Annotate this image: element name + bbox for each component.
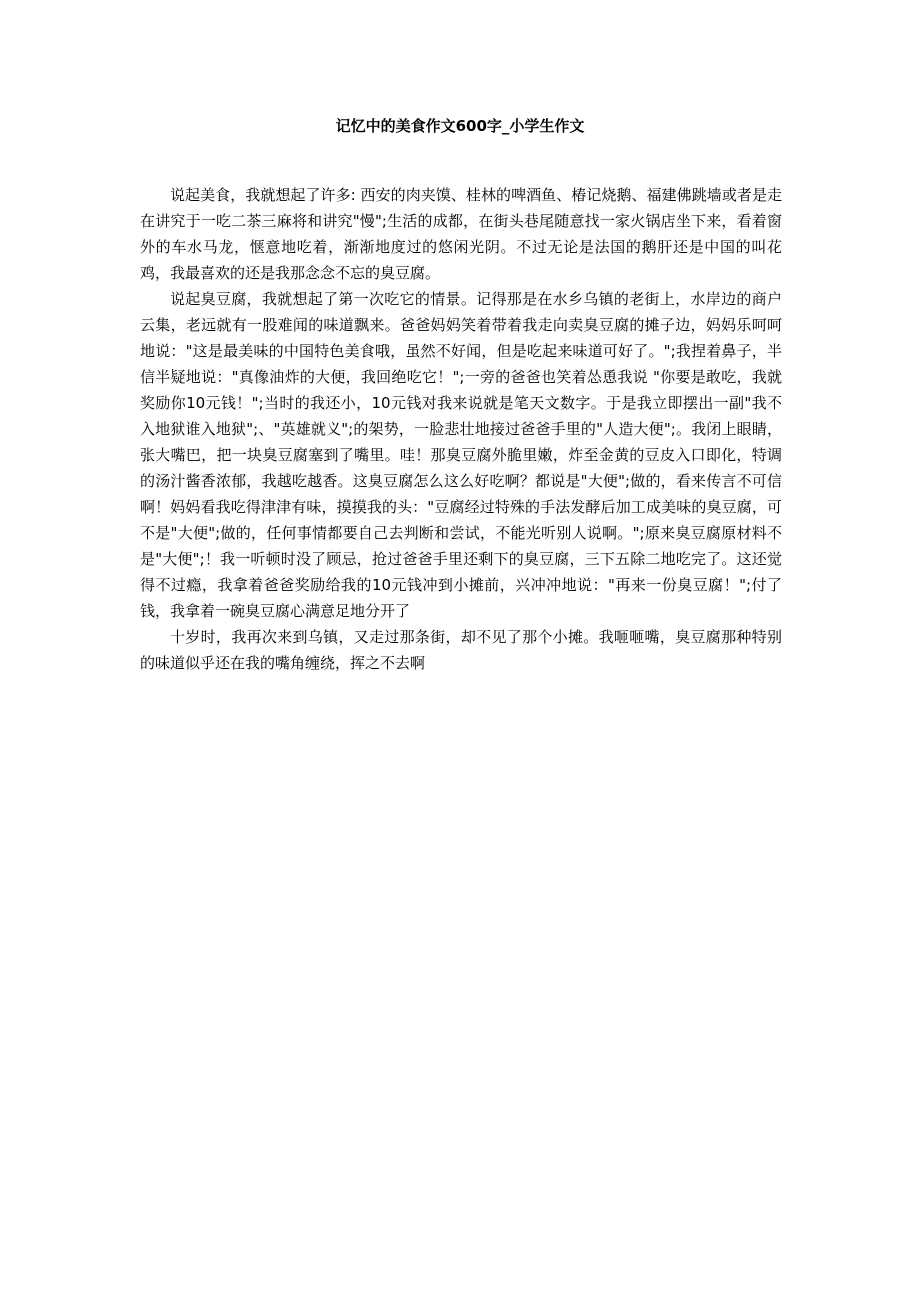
- document-title: 记忆中的美食作文600字_小学生作文: [335, 117, 585, 135]
- paragraph-2: 说起臭豆腐，我就想起了第一次吃它的情景。记得那是在水乡乌镇的老街上，水岸边的商户云集，老远就有一股难闻的味道飘来。爸爸妈妈笑着带着我走向卖臭豆腐的摊子边，妈妈乐呵呵地说："这是最美味的中国特色美食哦，虽然不好闻，但是吃起来味道可好了。";我捏着鼻子，半信半疑地说："真像油炸的大便，我回绝吃它！";一旁的爸爸也笑着怂恿我说 "你要是敢吃，我就奖励你10元钱！";当时的我还小，10元钱对我来说就是笔天文数字。于是我立即摆出一副"我不入地狱谁入地狱";、"英雄就义";的架势，一脸悲壮地接过爸爸手里的"人造大便";。我闭上眼睛，张大嘴巴，把一块臭豆腐塞到了嘴里。哇！那臭豆腐外脆里嫩，炸至金黄的豆皮入口即化，特调的汤汁酱香浓郁，我越吃越香。这臭豆腐怎么这么好吃啊？都说是"大便";做的，看来传言不可信啊！妈妈看我吃得津津有味，摸摸我的头："豆腐经过特殊的手法发酵后加工成美味的臭豆腐，可不是"大便";做的，任何事情都要自己去判断和尝试，不能光听别人说啊。";原来臭豆腐原材料不是"大便";！我一听顿时没了顾忌，抢过爸爸手里还剩下的臭豆腐，三下五除二地吃完了。这还觉得不过瘾，我拿着爸爸奖励给我的10元钱冲到小摊前，兴冲冲地说："再来一份臭豆腐！";付了钱，我拿着一碗臭豆腐心满意足地分开了: [140, 290, 782, 620]
- paragraph-3: 十岁时，我再次来到乌镇，又走过那条街，却不见了那个小摊。我咂咂嘴，臭豆腐那种特别的味道似乎还在我的嘴角缠绕，挥之不去啊: [140, 628, 782, 672]
- paragraph-1: 说起美食，我就想起了许多: 西安的肉夹馍、桂林的啤酒鱼、椿记烧鹅、福建佛跳墙或者是走在讲究于一吃二茶三麻将和讲究"慢";生活的成都，在街头巷尾随意找一家火锅店坐下来，看着窗外的车水马龙，惬意地吃着，渐渐地度过的悠闲光阴。不过无论是法国的鹅肝还是中国的叫花鸡，我最喜欢的还是我那念念不忘的臭豆腐。: [140, 186, 782, 282]
- document-body: [140, 182, 782, 676]
